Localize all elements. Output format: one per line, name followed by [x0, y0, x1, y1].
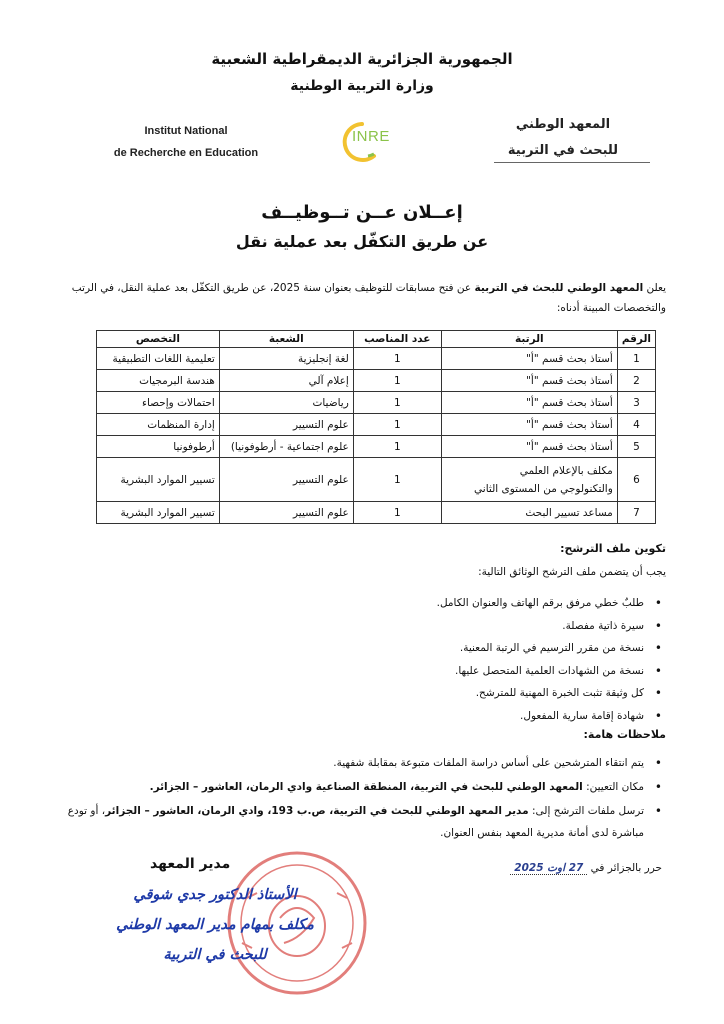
- cell-branch: رياضيات: [219, 392, 353, 414]
- intro-prefix: يعلن: [643, 282, 666, 294]
- header-spec: التخصص: [97, 331, 220, 348]
- cell-count: 1: [353, 458, 441, 502]
- jobs-table: [96, 330, 656, 524]
- table-row: [97, 458, 656, 502]
- list-item: • يتم انتقاء المترشحين على أساس دراسة الملفات متبوعة بمقابلة شفهية.: [56, 752, 666, 774]
- table-row: [97, 370, 656, 392]
- date-value: 27 اوت 2025: [510, 862, 587, 875]
- cell-count: 1: [353, 414, 441, 436]
- table-header-row: [97, 331, 656, 348]
- note-suffix: ، أو تودع مباشرة لدى أمانة مديرية المعهد بنفس العنوان.: [67, 805, 644, 839]
- cell-spec: تسيير الموارد البشرية: [97, 502, 220, 524]
- table-row: [97, 436, 656, 458]
- cell-count: 1: [353, 348, 441, 370]
- signature-line2: مكلف بمهام مدير المعهد الوطني: [116, 917, 314, 933]
- cell-num: 2: [617, 370, 655, 392]
- list-item: • نسخة من مقرر الترسيم في الرتبة المعنية.: [66, 637, 666, 660]
- intro-paragraph: [56, 278, 666, 318]
- cell-count: 1: [353, 392, 441, 414]
- signature-block: [100, 880, 330, 970]
- header-num: الرقم: [617, 331, 655, 348]
- table-row: [97, 392, 656, 414]
- cell-rank: أستاذ بحث قسم "أ": [441, 414, 617, 436]
- ministry-header: وزارة التربية الوطنية: [290, 78, 434, 94]
- notes-list: [56, 752, 666, 844]
- list-item: • طلبٌ خطي مرفق برقم الهاتف والعنوان الكامل.: [66, 592, 666, 615]
- cell-num: 6: [617, 458, 655, 502]
- note-prefix: ترسل ملفات الترشح إلى:: [528, 805, 644, 817]
- list-item: • كل وثيقة تثبت الخبرة المهنية للمترشح.: [66, 682, 666, 705]
- cell-rank: مساعد تسيير البحث: [441, 502, 617, 524]
- institute-name-fr-line1: Institut National: [144, 125, 228, 137]
- announcement-title: إعــلان عــن تــوظيــف: [261, 202, 463, 223]
- intro-org: المعهد الوطني للبحث في التربية: [474, 282, 644, 294]
- intro-text: عن فتح مسابقات للتوظيف بعنوان سنة 2025، عن طريق التكفّل بعد عملية النقل، في الرتب والتخصصات المبينة أدناه:: [71, 282, 666, 314]
- cell-num: 4: [617, 414, 655, 436]
- cell-branch: علوم التسيير: [219, 502, 353, 524]
- dossier-intro: يجب أن يتضمن ملف الترشح الوثائق التالية:: [478, 566, 666, 578]
- announcement-subtitle: عن طريق التكفّل بعد عملية نقل: [235, 232, 489, 251]
- cell-rank: أستاذ بحث قسم "أ": [441, 436, 617, 458]
- cell-rank: أستاذ بحث قسم "أ": [441, 370, 617, 392]
- list-item: • نسخة من الشهادات العلمية المتحصل عليها.: [66, 660, 666, 683]
- header-rank: الرتبة: [441, 331, 617, 348]
- cell-num: 7: [617, 502, 655, 524]
- cell-branch: علوم التسيير: [219, 458, 353, 502]
- cell-spec: تعليمية اللغات التطبيقية: [97, 348, 220, 370]
- cell-spec: هندسة البرمجيات: [97, 370, 220, 392]
- cell-branch: علوم التسيير: [219, 414, 353, 436]
- notes-section-title: ملاحظات هامة:: [583, 728, 666, 741]
- divider: [494, 162, 650, 163]
- table-row: [97, 414, 656, 436]
- list-item: [56, 776, 666, 798]
- republic-header: الجمهورية الجزائرية الديمقراطية الشعبية: [211, 50, 513, 68]
- dossier-list: [66, 592, 666, 727]
- cell-num: 3: [617, 392, 655, 414]
- cell-count: 1: [353, 370, 441, 392]
- cell-num: 5: [617, 436, 655, 458]
- list-item: • شهادة إقامة سارية المفعول.: [66, 705, 666, 728]
- note-bold: المعهد الوطني للبحث في التربية، المنطقة الصناعية وادي الرمان، العاشور – الجزائر.: [149, 781, 583, 793]
- dossier-section-title: تكوين ملف الترشح:: [560, 542, 666, 555]
- note-bold: مدير المعهد الوطني للبحث في التربية، ص.ب 193، وادي الرمان، العاشور – الجزائر: [105, 805, 529, 817]
- institute-name-ar-line1: المعهد الوطني: [515, 117, 611, 132]
- cell-branch: علوم اجتماعية - أرطوفونيا): [219, 436, 353, 458]
- institute-name-fr: [96, 120, 276, 164]
- cell-spec: احتمالات وإحصاء: [97, 392, 220, 414]
- director-title: مدير المعهد: [150, 856, 231, 872]
- done-at-label: حرر بالجزائر في: [590, 862, 662, 874]
- table-row: [97, 502, 656, 524]
- header-count: عدد المناصب: [353, 331, 441, 348]
- institute-name-fr-line2: de Recherche en Education: [113, 147, 259, 159]
- cell-rank: أستاذ بحث قسم "أ": [441, 392, 617, 414]
- cell-count: 1: [353, 436, 441, 458]
- cell-rank: [441, 458, 617, 502]
- done-at-line: [510, 862, 662, 874]
- inre-logo: [328, 116, 408, 166]
- cell-rank-line1: مكلف بالإعلام العلمي: [519, 464, 613, 477]
- list-item: [56, 800, 666, 844]
- cell-branch: إعلام آلي: [219, 370, 353, 392]
- cell-branch: لغة إنجليزية: [219, 348, 353, 370]
- cell-count: 1: [353, 502, 441, 524]
- institute-name-ar-line2: للبحث في التربية: [507, 143, 619, 158]
- cell-spec: إدارة المنظمات: [97, 414, 220, 436]
- signature-line1: الأستاذ الدكتور جدي شوقي: [133, 887, 297, 903]
- cell-spec: أرطوفونيا: [97, 436, 220, 458]
- note-prefix: مكان التعيين:: [582, 781, 644, 793]
- signature-line3: للبحث في التربية: [163, 947, 267, 963]
- cell-num: 1: [617, 348, 655, 370]
- list-item: • سيرة ذاتية مفصلة.: [66, 615, 666, 638]
- institute-name-ar: [488, 112, 638, 164]
- cell-rank: أستاذ بحث قسم "أ": [441, 348, 617, 370]
- cell-spec: تسيير الموارد البشرية: [97, 458, 220, 502]
- header-branch: الشعبة: [219, 331, 353, 348]
- cell-rank-line2: والتكنولوجي من المستوى الثاني: [474, 482, 613, 495]
- logo-text: INRE: [352, 128, 390, 145]
- table-row: [97, 348, 656, 370]
